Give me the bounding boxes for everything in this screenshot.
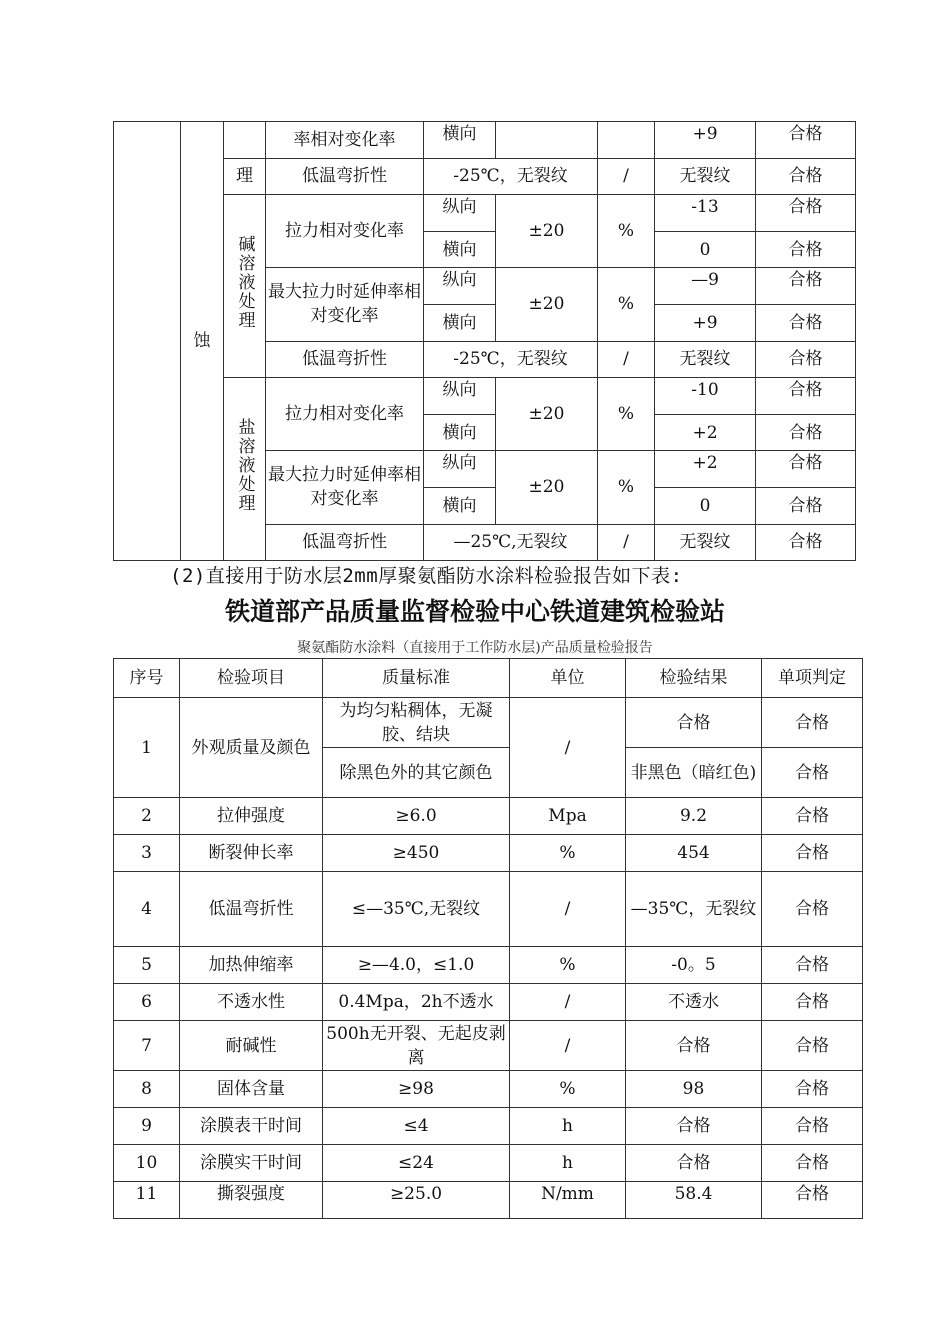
item-cell: 低温弯折性 <box>266 341 424 378</box>
result-cell: +9 <box>655 122 756 159</box>
standard-cell: 除黑色外的其它颜色 <box>323 748 510 798</box>
judge-cell: 合格 <box>756 451 856 488</box>
standard-cell: ≥450 <box>323 835 510 872</box>
standard-cell: ±20 <box>496 451 598 524</box>
group-cell <box>224 122 266 159</box>
table-row <box>114 1021 863 1071</box>
result-cell: 无裂纹 <box>655 341 756 378</box>
no-cell: 7 <box>114 1021 180 1071</box>
judge-cell: 合格 <box>762 1071 863 1108</box>
standard-cell <box>496 122 598 159</box>
unit-cell: % <box>598 195 655 268</box>
header-result: 检验结果 <box>626 659 762 698</box>
judge-cell: 合格 <box>762 798 863 835</box>
direction-cell: 横向 <box>424 122 496 159</box>
judge-cell: 合格 <box>756 231 856 268</box>
unit-cell: / <box>510 1021 626 1071</box>
table-row <box>114 158 856 195</box>
unit-cell: % <box>598 268 655 341</box>
direction-cell: 纵向 <box>424 268 496 305</box>
group-cell: 理 <box>224 158 266 195</box>
judge-cell: 合格 <box>756 158 856 195</box>
standard-cell: -25℃，无裂纹 <box>424 341 598 378</box>
result-cell: 合格 <box>626 1021 762 1071</box>
judge-cell: 合格 <box>762 1021 863 1071</box>
standard-cell: ≤24 <box>323 1145 510 1182</box>
group-cell <box>224 195 266 378</box>
report-title: 铁道部产品质量监督检验中心铁道建筑检验站 <box>224 597 725 626</box>
direction-cell: 纵向 <box>424 451 496 488</box>
judge-cell: 合格 <box>762 1108 863 1145</box>
item-cell: 拉力相对变化率 <box>266 195 424 268</box>
group-cell <box>224 378 266 561</box>
item-cell: 低温弯折性 <box>180 872 323 947</box>
unit-cell: % <box>510 835 626 872</box>
standard-cell: ≥25.0 <box>323 1182 510 1219</box>
judge-cell: 合格 <box>762 1182 863 1219</box>
judge-cell: 合格 <box>762 984 863 1021</box>
standard-cell: ≤4 <box>323 1108 510 1145</box>
judge-cell: 合格 <box>762 835 863 872</box>
judge-cell: 合格 <box>756 268 856 305</box>
result-cell: +9 <box>655 304 756 341</box>
header-unit: 单位 <box>510 659 626 698</box>
judge-cell: 合格 <box>762 947 863 984</box>
unit-cell: % <box>598 451 655 524</box>
unit-cell: % <box>510 947 626 984</box>
direction-cell: 纵向 <box>424 378 496 415</box>
result-cell: 不透水 <box>626 984 762 1021</box>
unit-cell: h <box>510 1108 626 1145</box>
header-standard: 质量标准 <box>323 659 510 698</box>
table-row <box>114 835 863 872</box>
no-cell: 3 <box>114 835 180 872</box>
item-cell: 最大拉力时延伸率相对变化率 <box>266 451 424 524</box>
standard-cell: 为均匀粘稠体，无凝胶、结块 <box>323 698 510 748</box>
result-cell: 无裂纹 <box>655 158 756 195</box>
no-cell: 6 <box>114 984 180 1021</box>
unit-cell: / <box>598 158 655 195</box>
unit-cell: / <box>598 524 655 561</box>
item-cell: 断裂伸长率 <box>180 835 323 872</box>
corrosion-test-table <box>113 121 856 561</box>
unit-cell: % <box>510 1071 626 1108</box>
header-no: 序号 <box>114 659 180 698</box>
table-row <box>114 872 863 947</box>
result-cell: 0 <box>655 231 756 268</box>
result-cell: 9.2 <box>626 798 762 835</box>
table-row <box>114 1071 863 1108</box>
no-cell: 9 <box>114 1108 180 1145</box>
result-cell: 非黑色（暗红色) <box>626 748 762 798</box>
table-header-row <box>114 659 863 698</box>
section-caption: (2)直接用于防水层2mm厚聚氨酯防水涂料检验报告如下表: <box>170 565 683 587</box>
standard-cell: ≥—4.0，≤1.0 <box>323 947 510 984</box>
result-cell: 98 <box>626 1071 762 1108</box>
direction-cell: 横向 <box>424 304 496 341</box>
no-cell: 10 <box>114 1145 180 1182</box>
no-cell: 2 <box>114 798 180 835</box>
unit-cell: % <box>598 378 655 451</box>
no-cell: 8 <box>114 1071 180 1108</box>
item-cell: 固体含量 <box>180 1071 323 1108</box>
no-cell: 11 <box>114 1182 180 1219</box>
item-cell: 拉力相对变化率 <box>266 378 424 451</box>
judge-cell: 合格 <box>762 1145 863 1182</box>
header-item: 检验项目 <box>180 659 323 698</box>
result-cell: -10 <box>655 378 756 415</box>
direction-cell: 横向 <box>424 231 496 268</box>
result-cell: +2 <box>655 414 756 451</box>
judge-cell: 合格 <box>762 748 863 798</box>
result-cell: +2 <box>655 451 756 488</box>
standard-cell: ±20 <box>496 195 598 268</box>
table-row <box>114 798 863 835</box>
report-subtitle: 聚氨酯防水涂料（直接用于工作防水层)产品质量检验报告 <box>297 640 653 656</box>
item-cell: 最大拉力时延伸率相对变化率 <box>266 268 424 341</box>
item-cell: 率相对变化率 <box>266 122 424 159</box>
standard-cell: ±20 <box>496 268 598 341</box>
direction-cell: 纵向 <box>424 195 496 232</box>
standard-cell: ±20 <box>496 378 598 451</box>
salt-group-label: 盐溶液处理 <box>234 418 255 514</box>
table-row <box>114 122 856 159</box>
result-cell: 454 <box>626 835 762 872</box>
unit-cell: h <box>510 1145 626 1182</box>
category-cell: 蚀 <box>181 122 224 561</box>
result-cell: 合格 <box>626 698 762 748</box>
table-row <box>114 984 863 1021</box>
item-cell: 涂膜表干时间 <box>180 1108 323 1145</box>
standard-cell: 0.4Mpa，2h不透水 <box>323 984 510 1021</box>
standard-cell: ≤—35℃,无裂纹 <box>323 872 510 947</box>
item-cell: 涂膜实干时间 <box>180 1145 323 1182</box>
item-cell: 不透水性 <box>180 984 323 1021</box>
result-cell: 0 <box>655 487 756 524</box>
polyurethane-report-table <box>113 658 863 1219</box>
unit-cell: / <box>510 698 626 798</box>
judge-cell: 合格 <box>756 487 856 524</box>
no-cell: 1 <box>114 698 180 798</box>
unit-cell <box>598 122 655 159</box>
judge-cell: 合格 <box>756 304 856 341</box>
result-cell: -13 <box>655 195 756 232</box>
table-row <box>114 1145 863 1182</box>
judge-cell: 合格 <box>756 195 856 232</box>
result-cell: 合格 <box>626 1145 762 1182</box>
unit-cell: / <box>510 872 626 947</box>
result-cell: —35℃，无裂纹 <box>626 872 762 947</box>
table-row <box>114 947 863 984</box>
result-cell: —9 <box>655 268 756 305</box>
unit-cell: / <box>598 341 655 378</box>
result-cell: 58.4 <box>626 1182 762 1219</box>
table-row <box>114 698 863 748</box>
item-cell: 加热伸缩率 <box>180 947 323 984</box>
judge-cell: 合格 <box>762 872 863 947</box>
result-cell: 合格 <box>626 1108 762 1145</box>
no-cell: 4 <box>114 872 180 947</box>
standard-cell: ≥6.0 <box>323 798 510 835</box>
standard-cell: ≥98 <box>323 1071 510 1108</box>
result-cell: -0。5 <box>626 947 762 984</box>
result-cell: 无裂纹 <box>655 524 756 561</box>
unit-cell: N/mm <box>510 1182 626 1219</box>
direction-cell: 横向 <box>424 414 496 451</box>
item-cell: 外观质量及颜色 <box>180 698 323 798</box>
standard-cell: —25℃,无裂纹 <box>424 524 598 561</box>
item-cell: 拉伸强度 <box>180 798 323 835</box>
judge-cell: 合格 <box>756 414 856 451</box>
alkali-group-label: 碱溶液处理 <box>234 235 255 331</box>
table-row <box>114 1108 863 1145</box>
blank-cell <box>114 122 181 561</box>
item-cell: 撕裂强度 <box>180 1182 323 1219</box>
item-cell: 耐碱性 <box>180 1021 323 1071</box>
judge-cell: 合格 <box>756 122 856 159</box>
table-row <box>114 195 856 232</box>
table-row <box>114 378 856 415</box>
judge-cell: 合格 <box>762 698 863 748</box>
standard-cell: -25℃，无裂纹 <box>424 158 598 195</box>
unit-cell: / <box>510 984 626 1021</box>
item-cell: 低温弯折性 <box>266 524 424 561</box>
judge-cell: 合格 <box>756 524 856 561</box>
no-cell: 5 <box>114 947 180 984</box>
table-row <box>114 1182 863 1219</box>
unit-cell: Mpa <box>510 798 626 835</box>
direction-cell: 横向 <box>424 487 496 524</box>
judge-cell: 合格 <box>756 378 856 415</box>
item-cell: 低温弯折性 <box>266 158 424 195</box>
header-judge: 单项判定 <box>762 659 863 698</box>
standard-cell: 500h无开裂、无起皮剥离 <box>323 1021 510 1071</box>
judge-cell: 合格 <box>756 341 856 378</box>
